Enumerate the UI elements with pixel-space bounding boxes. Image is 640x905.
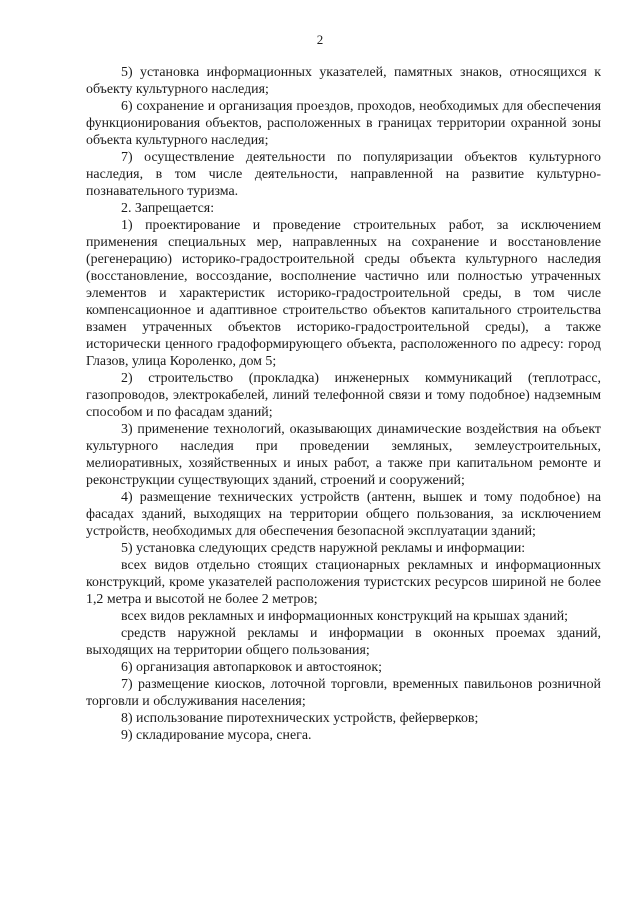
paragraph-item-7-popularization: 7) осуществление деятельности по популяризации объектов культурного наследия, в том числе деятельности, направленной на развитие культурно-познавательного туризма. (86, 150, 601, 199)
paragraph-prohibited-1-construction: 1) проектирование и проведение строительных работ, за исключением применения специальных мер, направленных на сохранение и восстановление (регенерацию) историко-градостроительной среды объекта культурного наследия (восстановление, воссоздание, восполнение частично или полностью утраченных элементов и характеристик историко-градостроительной среды, в том числе компенсационное и адаптивное строительство объектов капитального строительства взамен утраченных объектов историко-градостроительной среды), а также исторически ценного градоформирующего объекта, расположенного по адресу: город Глазов, улица Короленко, дом 5; (86, 218, 601, 369)
paragraph-prohibited-3-dynamic-impact: 3) применение технологий, оказывающих динамические воздействия на объект культурного наследия при проведении земляных, землеустроительных, мелиоративных, хозяйственных и иных работ, а также при капитальном ремонте и реконструкции существующих зданий, строений и сооружений; (86, 422, 601, 488)
paragraph-prohibited-5-advertising: 5) установка следующих средств наружной рекламы и информации: (121, 541, 526, 556)
paragraph-advertising-freestanding: всех видов отдельно стоящих стационарных рекламных и информационных конструкций, кроме указателей расположения туристских ресурсов шириной не более 1,2 метра и высотой не более 2 метров; (86, 558, 601, 607)
paragraph-prohibited-6-parking: 6) организация автопарковок и автостоянок; (121, 660, 382, 675)
paragraph-prohibited-8-pyrotechnics: 8) использование пиротехнических устройств, фейерверков; (121, 711, 479, 726)
paragraph-item-6-passages: 6) сохранение и организация проездов, проходов, необходимых для обеспечения функционирования объектов, расположенных в границах территории охранной зоны объекта культурного наследия; (86, 99, 601, 148)
paragraph-advertising-roofs: всех видов рекламных и информационных конструкций на крышах зданий; (121, 609, 568, 624)
paragraph-prohibited-2-utilities: 2) строительство (прокладка) инженерных коммуникаций (теплотрасс, газопроводов, электрокабелей, линий телефонной связи и тому подобное) надземным способом и по фасадам зданий; (86, 371, 601, 420)
paragraph-prohibited-7-kiosks: 7) размещение киосков, лоточной торговли, временных павильонов розничной торговли и обслуживания населения; (86, 677, 601, 709)
page-number: 2 (316, 32, 324, 47)
document-body (86, 64, 601, 744)
paragraph-prohibited-4-technical-devices: 4) размещение технических устройств (антенн, вышек и тому подобное) на фасадах зданий, выходящих на территории общего пользования, за исключением устройств, необходимых для обеспечения безопасной эксплуатации зданий; (86, 490, 601, 539)
paragraph-prohibited-9-waste: 9) складирование мусора, снега. (121, 728, 312, 743)
paragraph-item-5-signs: 5) установка информационных указателей, памятных знаков, относящихся к объекту культурного наследия; (86, 65, 601, 97)
paragraph-advertising-windows: средств наружной рекламы и информации в оконных проемах зданий, выходящих на территории общего пользования; (86, 626, 601, 658)
section-heading-prohibited: 2. Запрещается: (121, 201, 215, 216)
